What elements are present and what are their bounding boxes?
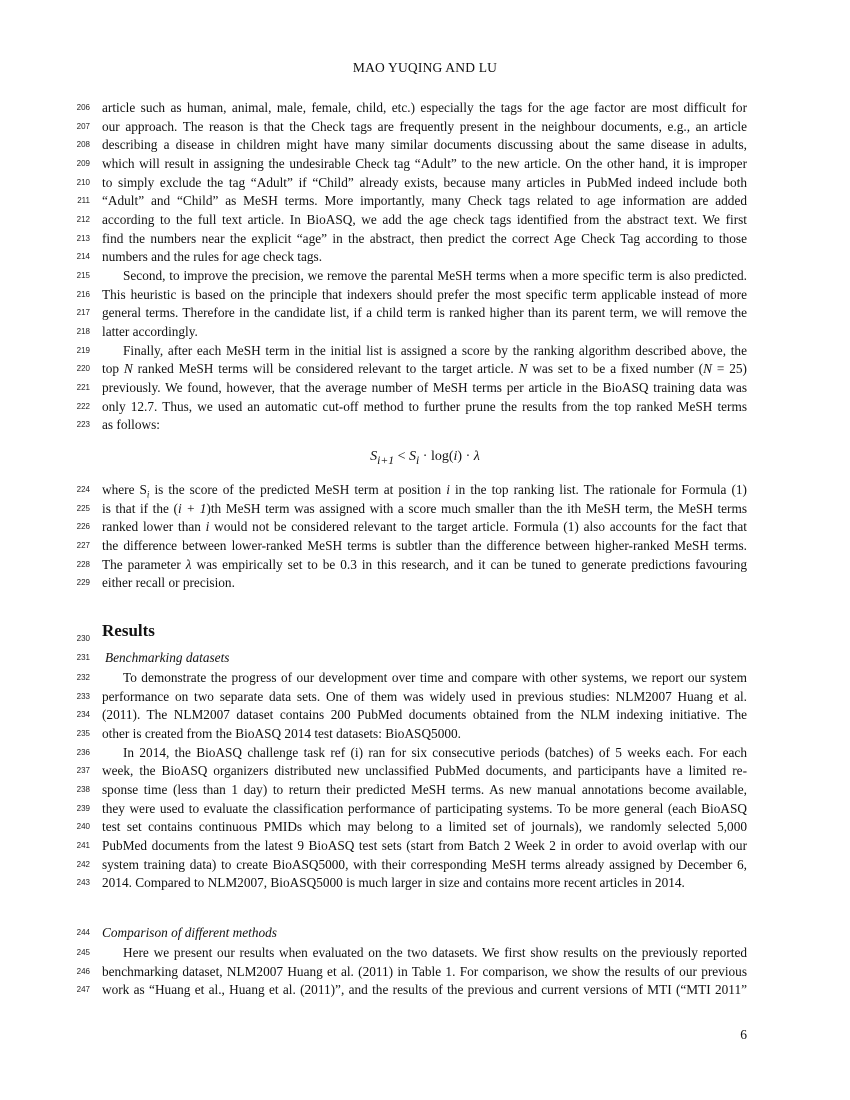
text-run: The parameter [102, 557, 186, 572]
line-number: 245 [76, 948, 90, 957]
line-number: 243 [76, 878, 90, 887]
text-line [102, 482, 747, 500]
text-line: previously. We found, however, that the average number of MeSH terms per article in the BioASQ training data was [102, 380, 747, 395]
line-number: 212 [76, 215, 90, 224]
text-line: the difference between lower-ranked MeSH terms is subtler than the difference between higher-ranked MeSH terms. [102, 538, 747, 553]
line-number: 211 [77, 196, 90, 205]
text-line: benchmarking dataset, NLM2007 Huang et al. (2011) in Table 1. For comparison, we show the results of our previous [102, 964, 747, 979]
text-run: N [518, 361, 528, 376]
formula-dot: · [462, 449, 474, 464]
text-line [102, 501, 747, 517]
line-number: 209 [76, 159, 90, 168]
text-run: is the score of the predicted MeSH term at position [149, 482, 447, 497]
line-number: 219 [76, 346, 90, 355]
text-run: )th MeSH term was assigned with a score much smaller than the ith MeSH term, the MeSH terms [206, 501, 748, 516]
text-line: To demonstrate the progress of our development over time and compare with other systems, we report our system [123, 670, 747, 685]
line-number: 231 [76, 653, 90, 662]
formula-score-subscript: i [416, 453, 420, 467]
running-header: MAO YUQING AND LU [352, 60, 498, 75]
line-number: 206 [76, 103, 90, 112]
text-run: N [123, 361, 133, 376]
text-run: ranked lower than [102, 519, 206, 534]
line-number: 208 [76, 140, 90, 149]
text-line: This heuristic is based on the principle that indexers should prefer the most specific term applicable instead of more [102, 287, 747, 302]
section-heading-results: Results [102, 621, 155, 640]
text-line [102, 557, 747, 573]
text-line: PubMed documents from the latest 9 BioASQ test sets (start from Batch 2 Week 2 in order to avoid overlap with our [102, 838, 747, 853]
line-number: 235 [76, 729, 90, 738]
text-line: numbers and the rules for age check tags. [102, 249, 323, 264]
formula-score: S [409, 449, 417, 464]
line-number: 234 [76, 710, 90, 719]
line-number: 236 [76, 748, 90, 757]
line-number: 225 [76, 504, 90, 513]
text-run: i [146, 489, 150, 500]
line-number: 238 [76, 785, 90, 794]
text-run: i + 1 [177, 501, 207, 516]
formula-operator: < [394, 449, 410, 464]
text-line: according to the full text article. In BioASQ, we add the age check tags identified from the abstract text. We first [102, 212, 747, 227]
text-run: is that if the ( [102, 501, 178, 516]
line-number: 228 [76, 560, 90, 569]
text-line: describing a disease in children might have many similar documents discussing about the same disease in adults, [102, 137, 747, 152]
line-number: 227 [76, 541, 90, 550]
formula-log: log [430, 449, 449, 464]
text-line: sponse time (less than 1 day) to return their predicted MeSH terms. As new manual annotations become available, [102, 782, 747, 797]
text-line: Here we present our results when evaluated on the two datasets. We first show results on the previously reported [123, 945, 747, 960]
line-number: 247 [76, 985, 90, 994]
formula-lambda: λ [473, 449, 480, 464]
text-line: week, the BioASQ organizers distributed new unclassified PubMed documents, and participants have a limited re- [102, 763, 747, 778]
line-number: 223 [76, 420, 90, 429]
line-number: 218 [76, 327, 90, 336]
line-number: 220 [76, 364, 90, 373]
line-number: 237 [76, 766, 90, 775]
line-number: 244 [76, 928, 90, 937]
text-run: N [703, 361, 712, 376]
text-run: top [102, 361, 124, 376]
text-line: article such as human, animal, male, female, child, etc.) especially the tags for the age factor are most difficult for [102, 100, 747, 115]
text-line: In 2014, the BioASQ challenge task ref (i) ran for six consecutive periods (batches) of 5 weeks each. For each [123, 745, 747, 760]
line-number: 216 [76, 290, 90, 299]
text-line: 2014. Compared to NLM2007, BioASQ5000 is much larger in size and contains more recent articles in 2014. [102, 875, 685, 890]
text-line: only 12.7. Thus, we used an automatic cut-off method to further prune the results from the top ranked MeSH terms [102, 399, 747, 414]
text-run: = 25) [712, 361, 747, 376]
line-number: 222 [76, 402, 90, 411]
text-run: in the top ranking list. The rationale for Formula (1) [449, 482, 747, 497]
line-number: 229 [76, 578, 90, 587]
text-line: other is created from the BioASQ 2014 test datasets: BioASQ5000. [102, 726, 461, 741]
text-run: was empirically set to be 0.3 in this research, and it can be tuned to generate predictions favouring [191, 557, 747, 572]
text-line: general terms. Therefore in the candidate list, if a child term is ranked higher than its parent term, we will remove the [102, 305, 747, 320]
formula-lhs-subscript: i+1 [377, 453, 395, 467]
text-run: λ [185, 557, 192, 572]
text-run: ranked MeSH terms will be considered relevant to the target article. [132, 361, 519, 376]
text-line: (2011). The NLM2007 dataset contains 200 PubMed documents obtained from the NLM indexing initiative. The [102, 707, 747, 722]
line-number: 221 [76, 383, 90, 392]
line-number: 241 [76, 841, 90, 850]
line-number: 246 [76, 967, 90, 976]
line-number: 217 [76, 308, 90, 317]
line-number: 207 [76, 122, 90, 131]
line-number: 242 [76, 860, 90, 869]
line-number: 224 [76, 485, 90, 494]
line-number: 230 [76, 634, 90, 643]
text-run: was set to be a fixed number ( [527, 361, 704, 376]
text-line: “Adult” and “Child” as MeSH terms. More importantly, many Check tags related to age information are added [102, 193, 747, 208]
text-line: latter accordingly. [102, 324, 198, 339]
page-number: 6 [740, 1027, 747, 1042]
line-number: 226 [76, 522, 90, 531]
cutoff-formula: $S_{i+1} < S_i \cdot \log(i) \cdot \lambda$ [370, 449, 480, 467]
text-run: where S [102, 482, 147, 497]
formula-lhs: S [370, 449, 378, 464]
text-line [102, 361, 747, 377]
text-line: our approach. The reason is that the Check tags are frequently present in the neighbour documents, e.g., an article [102, 119, 747, 134]
line-number: 214 [76, 252, 90, 261]
formula-dot: · [419, 449, 431, 464]
line-number: 215 [76, 271, 90, 280]
text-line: they were used to evaluate the classification performance of participating systems. To be more general (each BioASQ [102, 801, 747, 816]
subsection-heading-comparison: Comparison of different methods [102, 925, 277, 940]
text-line: work as “Huang et al., Huang et al. (2011)”, and the results of the previous and current versions of MTI (“MTI 2011” [102, 982, 747, 997]
text-line: Finally, after each MeSH term in the initial list is assigned a score by the ranking algorithm described above, the [123, 343, 747, 358]
line-number: 232 [76, 673, 90, 682]
text-line: either recall or precision. [102, 575, 235, 590]
line-number: 210 [76, 178, 90, 187]
line-number: 233 [76, 692, 90, 701]
text-line: performance on two separate data sets. One of them was widely used in previous studies: NLM2007 Huang et al. [102, 689, 747, 704]
text-run: i [205, 519, 210, 534]
text-line: system training data) to create BioASQ5000, with their corresponding MeSH terms already assigned by December 6, [102, 857, 747, 872]
text-line: Second, to improve the precision, we remove the parental MeSH terms when a more specific term is also predicted. [123, 268, 747, 283]
line-number: 239 [76, 804, 90, 813]
text-line: which will result in assigning the undesirable Check tag “Adult” to the new article. On the other hand, it is improper [102, 156, 747, 171]
line-number: 240 [76, 822, 90, 831]
subsection-heading-benchmarking: Benchmarking datasets [105, 650, 230, 665]
text-line: find the numbers near the explicit “age” in the abstract, then predict the correct Age Check Tag according to those [102, 231, 747, 246]
text-line: as follows: [102, 417, 160, 432]
text-run: would not be considered relevant to the target article. Formula (1) also accounts for the fact that [209, 519, 747, 534]
text-line [102, 519, 747, 535]
text-line: to simply exclude the tag “Adult” if “Child” already exists, because many articles in PubMed indeed include both [102, 175, 747, 190]
text-line: test set contains continuous PMIDs which may belong to a limited set of journals), we randomly selected 5,000 [102, 819, 747, 834]
text-run: i [446, 482, 450, 497]
line-number: 213 [76, 234, 90, 243]
